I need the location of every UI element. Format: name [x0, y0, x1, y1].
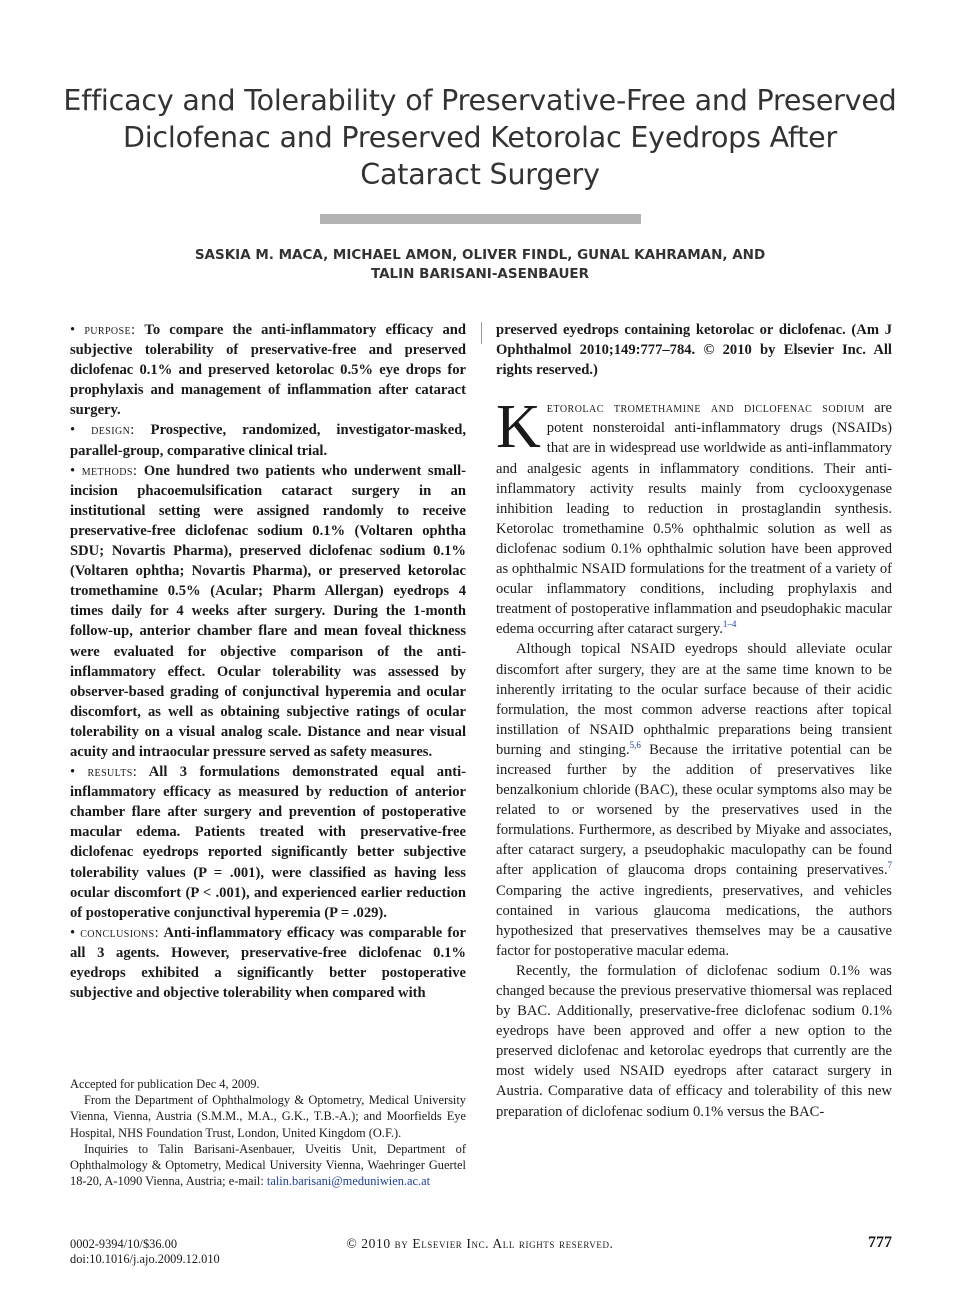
issn: 0002-9394/10/$36.00: [70, 1237, 178, 1251]
article-title: Efficacy and Tolerability of Preservative-Free and Preserved Diclofenac and Preserved Ketorolac Eyedrops After Cataract Surgery: [63, 84, 897, 191]
issn-doi: [70, 1237, 220, 1267]
methods-label: methods:: [81, 462, 138, 479]
body-paragraph-1: Ketorolac tromethamine and diclofenac sodium are potent nonsteroidal anti-inflammatory drugs (NSAIDs) that are in widespread use worldwide as anti-inflammatory and analgesic agents in inflammatory conditions. Their anti-inflammatory activity results mainly from cyclooxygenase inhibition leading to reduction in prostaglandin synthesis. Ketorolac tromethamine 0.5% ophthalmic solution as well as diclofenac sodium 0.1% ophthalmic solution have been approved as ophthalmic NSAID formulations for the treatment of a variety of ocular inflammatory conditions, including prophylaxis and treatment of postoperative inflammation and pseudophakic macular edema occurring after cataract surgery.$^{1-4}$: [496, 393, 892, 638]
doi: doi:10.1016/j.ajo.2009.12.010: [70, 1252, 220, 1266]
title-divider: [320, 214, 641, 224]
reference-link[interactable]: 7: [887, 860, 892, 871]
body-paragraph-3: Recently, the formulation of diclofenac sodium 0.1% was changed because the previous preservative thiomersal was replaced by BAC. Additionally, preservative-free diclofenac sodium 0.1% eyedrops have been approved and offer a new option to the preserved diclofenac and ketorolac eyedrops that currently are the most widely used NSAID eyedrops after cataract surgery in Austria. Comparative data of efficacy and tolerability of this new preparation of diclofenac sodium 0.1% versus the BAC-: [496, 962, 892, 1120]
body-paragraph-2: Although topical NSAID eyedrops should alleviate ocular discomfort after surgery, they are at the same time known to be inherently irritating to the ocular surface because of their acidic formulation, the most common adverse reactions after topical instillation of NSAID ophthalmic preparations being transient burning and stinging.$^{5,6}$ Because the irritative potential can be increased further by the addition of preservatives like benzalkonium chloride (BAC), these ocular symptoms also may be related to or worsened by the preservatives used in the formulations. Furthermore, as described by Miyake and associates, after cataract surgery, a pseudophakic maculopathy can be found after application of glaucoma drops containing preservatives.$^7$ Comparing the active ingredients, preservatives, and vehicles contained in various glaucoma medications, the authors hypothesized that preservatives themselves may be a causative factor for postoperative macular edema.: [496, 641, 892, 959]
author-line-2: TALIN BARISANI-ASENBAUER: [370, 266, 590, 282]
right-column: [496, 320, 892, 1122]
results-label: results:: [87, 764, 138, 781]
abstract-continuation: preserved eyedrops containing ketorolac or diclofenac. (Am J Ophthalmol 2010;149:777–784. © 2010 by Elsevier Inc. All rights reserved.): [496, 322, 892, 379]
abstract: [70, 320, 466, 1003]
drop-cap: K: [496, 393, 541, 462]
abstract-design: • design: Prospective, randomized, investigator-masked, parallel-group, comparative clinical trial.: [70, 422, 467, 459]
conclusions-label: conclusions:: [80, 924, 160, 941]
purpose-label: purpose:: [84, 322, 136, 338]
author-list: [100, 246, 860, 284]
abstract-methods: • methods: One hundred two patients who underwent small-incision phacoemulsification cataract surgery in an institutional setting were assigned randomly to receive preservative-free diclofenac sodium 0.1% (Voltaren ophtha SDU; Novartis Pharma), preserved diclofenac sodium 0.1% (Voltaren ophtha; Novartis Pharma), or preserved ketorolac tromethamine 0.5% (Acular; Pharm Allergan) eyedrops 4 times daily for 4 weeks after surgery. During the 1-month follow-up, anterior chamber flare and mean foveal thickness were evaluated for objective comparison of the anti-inflammatory effect. Ocular tolerability was assessed by observer-based grading of conjunctival hyperemia and ocular discomfort, as well as obtaining subjective ratings of ocular tolerability on a visual analog scale. Distance and near visual acuity and intraocular pressure served as safety measures.: [70, 462, 466, 760]
correspondence-note: Inquiries to Talin Barisani-Asenbauer, Uveitis Unit, Department of Ophthalmology & Optometry, Medical University Vienna, Waehringer Guertel 18-20, A-1090 Vienna, Austria; e-mail: talin.barisani@meduniwien.ac.at: [70, 1141, 466, 1189]
affiliation-note: From the Department of Ophthalmology & Optometry, Medical University Vienna, Vienna, Austria (S.M.M., M.A., G.K., T.B.-A.); and Moorfields Eye Hospital, NHS Foundation Trust, London, United Kingdom (O.F.).: [70, 1093, 466, 1140]
column-divider: [481, 322, 482, 344]
copyright-notice: © 2010 by Elsevier Inc. All rights reserved.: [346, 1236, 614, 1251]
page-number: 777: [868, 1234, 892, 1251]
reference-link[interactable]: 1–4: [722, 619, 737, 630]
article-body: [496, 393, 892, 1121]
abstract-purpose: • purpose: To compare the anti-inflammatory efficacy and subjective tolerability of preservative-free and preserved diclofenac 0.1% and preserved ketorolac 0.5% eye drops for prophylaxis and management of inflammation after cataract surgery.: [70, 322, 466, 419]
email-link[interactable]: talin.barisani@meduniwien.ac.at: [266, 1174, 431, 1189]
reference-link[interactable]: 5,6: [629, 740, 641, 751]
author-line-1: SASKIA M. MACA, MICHAEL AMON, OLIVER FINDL, GUNAL KAHRAMAN, AND: [194, 247, 766, 263]
design-label: design:: [91, 422, 135, 439]
abstract-results: • results: All 3 formulations demonstrated equal anti-inflammatory efficacy as measured by reduction of anterior chamber flare after surgery and prevention of postoperative macular edema. Patients treated with preservative-free diclofenac eyedrops reported significantly better subjective tolerability values (P = .001), were classified as having less ocular discomfort (P < .001), and experienced earlier reduction of postoperative conjunctival hyperemia (P = .029).: [70, 764, 466, 921]
abstract-conclusions: • conclusions: Anti-inflammatory efficacy was comparable for all 3 agents. However, preservative-free diclofenac 0.1% eyedrops exhibited a significantly better postoperative subjective and objective tolerability when compared with: [70, 924, 466, 1002]
accepted-date: Accepted for publication Dec 4, 2009.: [70, 1077, 260, 1091]
footnotes: [70, 1076, 466, 1189]
